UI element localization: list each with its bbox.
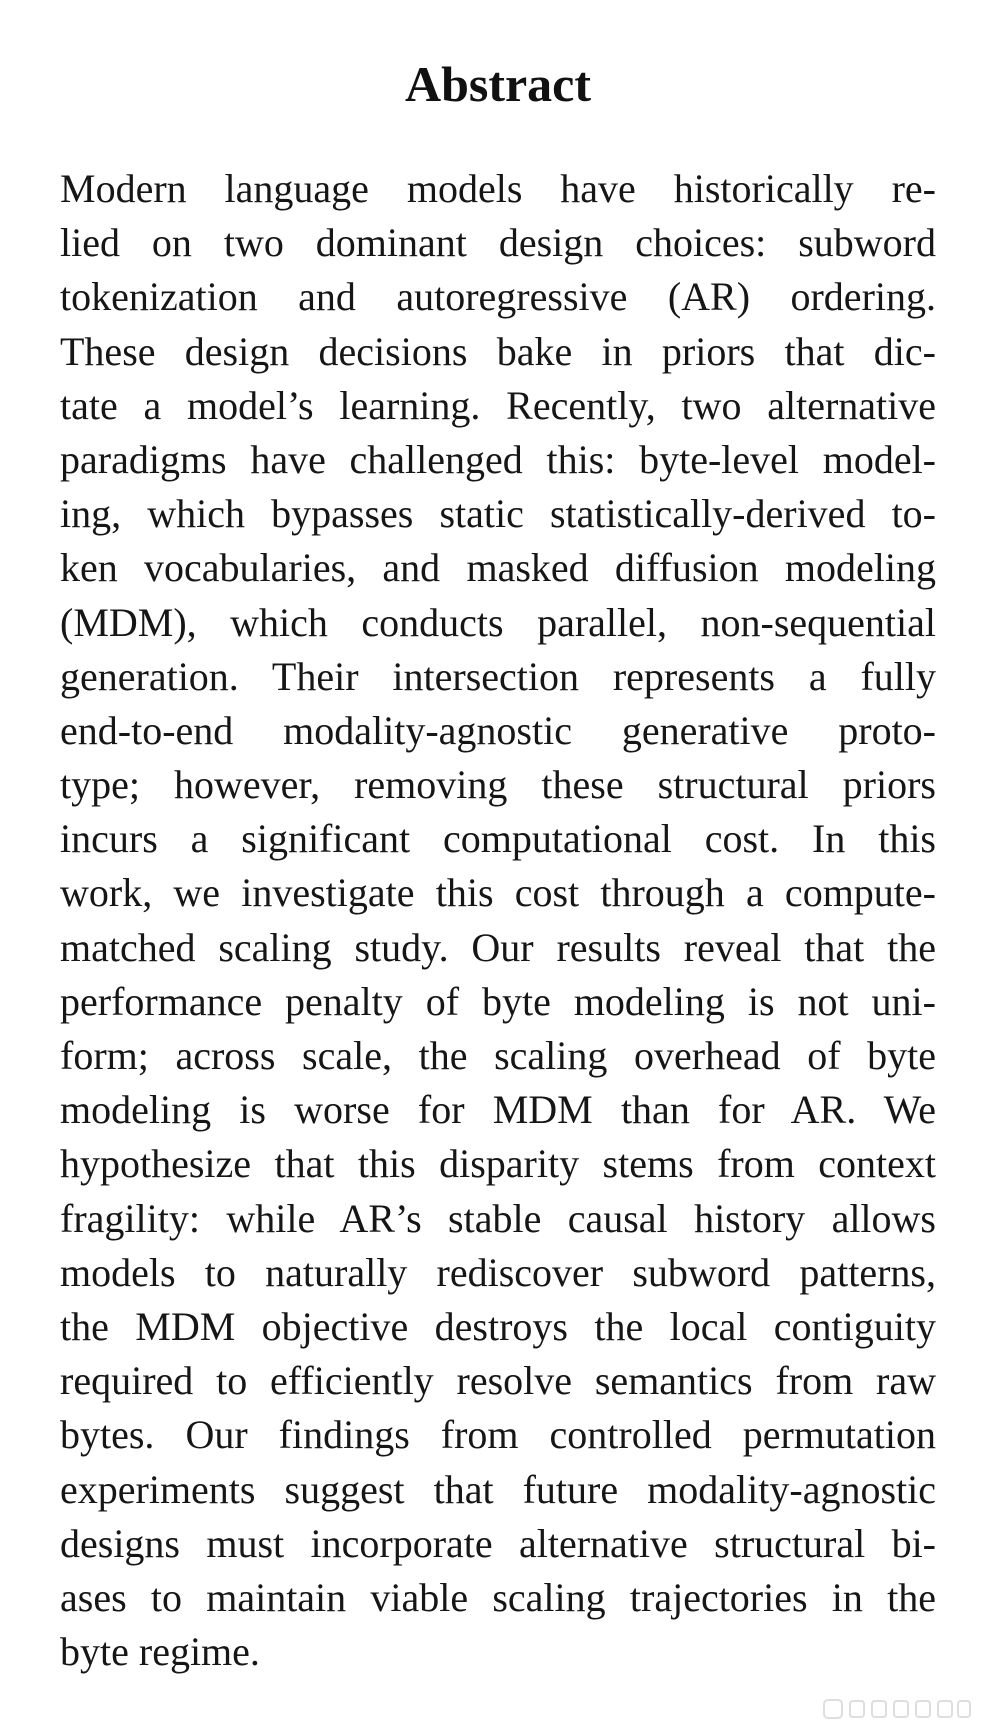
abstract-line: ases to maintain viable scaling trajectories in the	[60, 1574, 936, 1620]
abstract-line: end-to-end modality-agnostic generative proto-	[60, 707, 936, 753]
abstract-line: ing, which bypasses static statistically-derived to-	[60, 491, 936, 537]
abstract-line: lied on two dominant design choices: subword	[60, 220, 936, 266]
abstract-body	[60, 162, 936, 1679]
abstract-line: work, we investigate this cost through a compute-	[60, 870, 936, 916]
abstract-line: tokenization and autoregressive (AR) ordering.	[60, 274, 936, 320]
platform-watermark-logo-icon	[822, 1696, 972, 1722]
abstract-line: performance penalty of byte modeling is not uni-	[60, 978, 936, 1024]
abstract-line: paradigms have challenged this: byte-level model-	[60, 436, 936, 482]
abstract-line: generation. Their intersection represents a fully	[60, 653, 936, 699]
abstract-line: designs must incorporate alternative structural bi-	[60, 1520, 936, 1566]
abstract-line: required to efficiently resolve semantics from raw	[60, 1358, 936, 1404]
section-title: Abstract	[404, 56, 592, 112]
abstract-line: tate a model’s learning. Recently, two alternative	[60, 382, 936, 428]
abstract-line: byte regime.	[60, 1629, 260, 1675]
abstract-line: modeling is worse for MDM than for AR. We	[60, 1087, 936, 1133]
abstract-line: type; however, removing these structural priors	[60, 762, 936, 808]
abstract-line: incurs a significant computational cost. In this	[60, 816, 936, 862]
abstract-line: form; across scale, the scaling overhead of byte	[60, 1033, 936, 1078]
abstract-line: hypothesize that this disparity stems from context	[60, 1141, 936, 1187]
abstract-line: the MDM objective destroys the local contiguity	[60, 1303, 936, 1349]
abstract-line: models to naturally rediscover subword patterns,	[60, 1249, 936, 1295]
abstract-line: ken vocabularies, and masked diffusion modeling	[60, 545, 936, 591]
abstract-line: bytes. Our findings from controlled permutation	[60, 1412, 936, 1458]
abstract-line: (MDM), which conducts parallel, non-sequential	[60, 599, 936, 645]
abstract-line: matched scaling study. Our results reveal that the	[60, 924, 936, 970]
abstract-line: experiments suggest that future modality-agnostic	[60, 1466, 936, 1512]
abstract-line: Modern language models have historically re-	[60, 166, 936, 211]
abstract-line: fragility: while AR’s stable causal history allows	[60, 1195, 936, 1241]
abstract-line: These design decisions bake in priors that dic-	[60, 328, 936, 374]
